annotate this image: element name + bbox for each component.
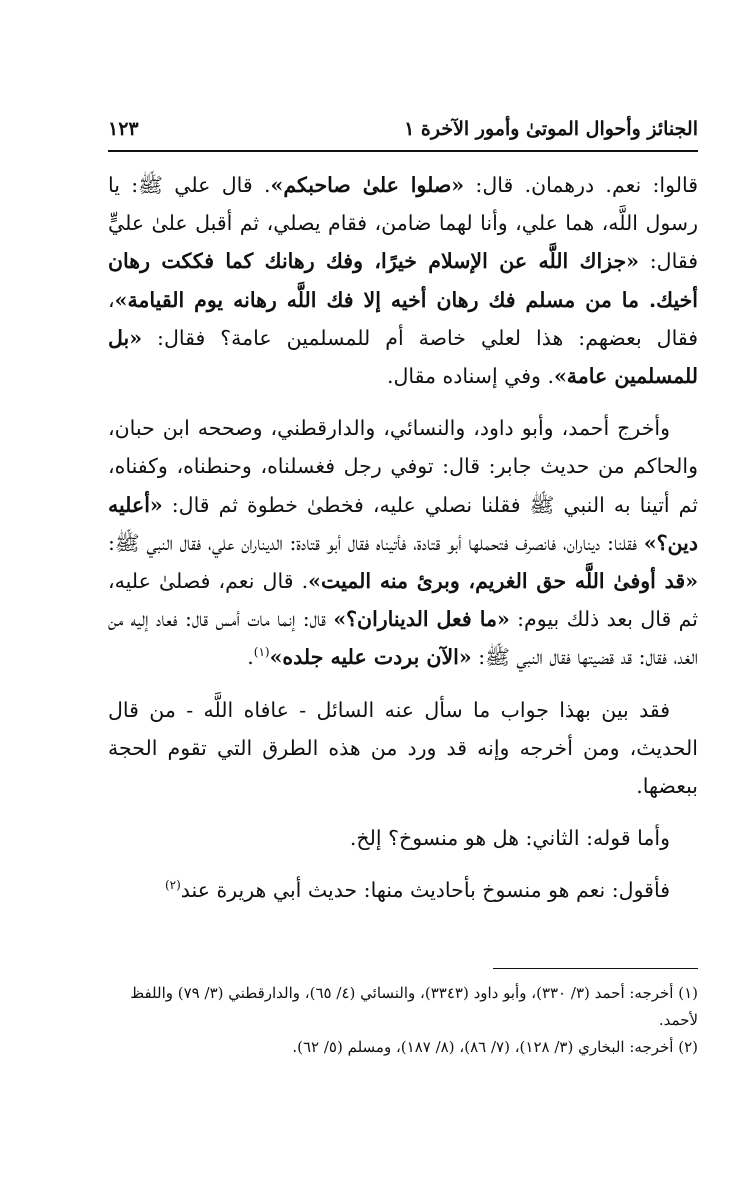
quoted-hadith-text: «قد أوفىٰ اللَّه حق الغريم، وبرئ منه الميت» xyxy=(308,569,699,594)
text-run: فقلنا: ديناران، فانصرف فتحملها أبو قتادة، فأتيناه فقال أبو قتادة: الديناران علي، فقال النبي ﷺ: xyxy=(108,530,644,555)
text-run: . قال نعم، فصلىٰ عليه، ثم قال بعد ذلك بيوم: xyxy=(108,569,698,632)
footnote-1: (١) أخرجه: أحمد (٣/ ٣٣٠)، وأبو داود (٣٣٤٣)، والنسائي (٤/ ٦٥)، والدارقطني (٣/ ٧٩) واللفظ لأحمد. xyxy=(130,984,698,1029)
paragraph xyxy=(108,409,698,676)
text-run: ، فقال بعضهم: هذا لعلي خاصة أم للمسلمين عامة؟ فقال: xyxy=(108,287,698,350)
text-run: . xyxy=(247,645,254,670)
quoted-hadith-text: «بل للمسلمين عامة» xyxy=(108,325,698,389)
page-number: ١٢٣ xyxy=(108,118,139,140)
text-run: قال: إنما مات أمس قال: فعاد إليه من الغد، فقال: قد قضيتها فقال النبي ﷺ: xyxy=(108,607,698,670)
text-run: فأقول: نعم هو منسوخ بأحاديث منها: حديث أبي هريرة عند xyxy=(180,878,670,903)
quoted-hadith-text: «جزاك اللَّه عن الإسلام خيرًا، وفك رهانك كما فككت رهان أخيك. ما من مسلم فك رهان أخيه إلا فك اللَّه رهانه يوم القيامة» xyxy=(108,249,698,312)
text-run: قالوا: نعم. درهمان. قال: xyxy=(464,173,698,197)
quoted-hadith-text: «ما فعل الديناران؟» xyxy=(333,607,510,632)
running-header xyxy=(108,112,698,146)
footnote-2: (٢) أخرجه: البخاري (٣/ ١٢٨)، (٧/ ٨٦)، (٨/ ١٨٧)، ومسلم (٥/ ٦٢). xyxy=(292,1038,698,1056)
quoted-hadith-text: «أعليه دين؟» xyxy=(108,492,698,555)
paragraph xyxy=(108,819,698,857)
text-run: . قال علي ﷺ: يا رسول اللَّه، هما علي، وأنا لهما ضامن، فقام يصلي، ثم أقبل علىٰ عليٍّ فقال: xyxy=(108,173,698,274)
footnote-divider xyxy=(493,968,698,969)
header-title: الجنائز وأحوال الموتىٰ وأمور الآخرة ١ xyxy=(404,118,698,140)
quoted-hadith-text: «الآن بردت عليه جلده» xyxy=(269,645,472,670)
paragraph xyxy=(108,871,698,909)
text-run: وأخرج أحمد، وأبو داود، والنسائي، والدارقطني، وصححه ابن حبان، والحاكم من حديث جابر: قال: توفي رجل فغسلناه، وحنطناه، وكفناه، ثم أتينا به النبي ﷺ فقلنا نصلي عليه، فخطىٰ خطوة ثم قال: xyxy=(108,416,698,517)
footnote-ref: (٢) xyxy=(164,878,181,893)
paragraph xyxy=(108,166,698,395)
paragraph xyxy=(108,691,698,806)
quoted-hadith-text: «صلوا علىٰ صاحبكم» xyxy=(270,173,465,197)
text-run: . وفي إسناده مقال. xyxy=(386,364,554,389)
text-run: فقد بين بهذا جواب ما سأل عنه السائل - عافاه اللَّه - من قال الحديث، ومن أخرجه وإنه قد ورد من هذه الطرق التي تقوم الحجة ببعضها. xyxy=(108,697,698,799)
footnotes xyxy=(108,980,698,1061)
text-run: وأما قوله: الثاني: هل هو منسوخ؟ إلخ. xyxy=(349,826,670,851)
main-text xyxy=(108,166,698,910)
footnote-ref: (١) xyxy=(253,645,270,660)
header-divider xyxy=(108,150,698,152)
